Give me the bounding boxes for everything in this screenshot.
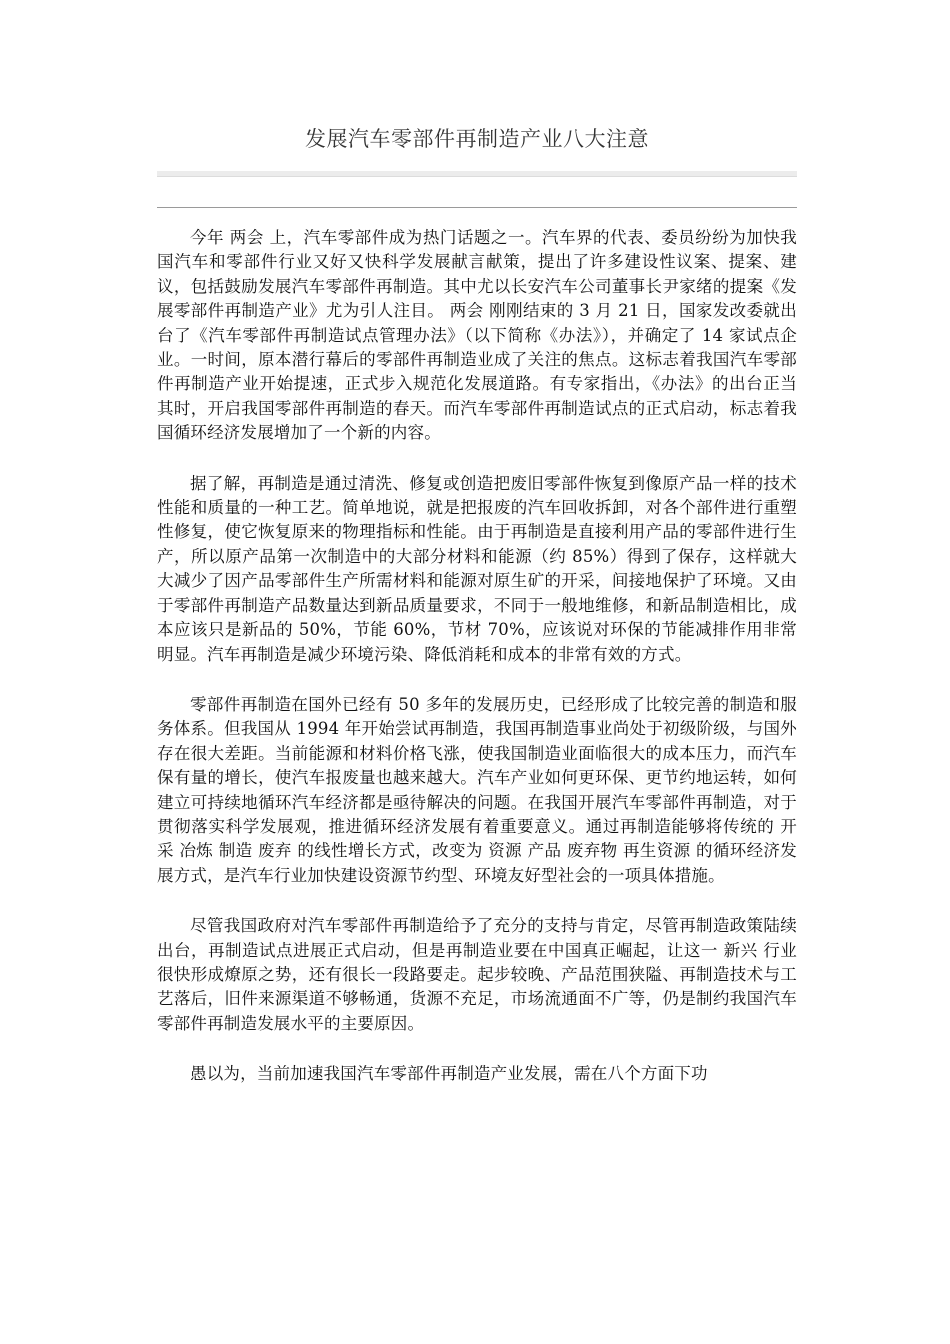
paragraph: 零部件再制造在国外已经有 50 多年的发展历史，已经形成了比较完善的制造和服务体系。但我国从 1994 年开始尝试再制造，我国再制造事业尚处于初级阶级，与国外存在很大差距。当前能源和材料价格飞涨，使我国制造业面临很大的成本压力，而汽车保有量的增长，使汽车报废量也越来越大。汽车产业如何更环保、更节约地运转，如何建立可持续地循环汽车经济都是亟待解决的问题。在我国开展汽车零部件再制造，对于贯彻落实科学发展观，推进循环经济发展有着重要意义。通过再制造能够将传统的 开采 冶炼 制造 废弃 的线性增长方式，改变为 资源 产品 废弃物 再生资源 的循环经济发展方式，是汽车行业加快建设资源节约型、环境友好型社会的一项具体措施。: [157, 694, 797, 885]
paragraph: 据了解，再制造是通过清洗、修复或创造把废旧零部件恢复到像原产品一样的技术性能和质量的一种工艺。简单地说，就是把报废的汽车回收拆卸，对各个部件进行重塑性修复，使它恢复原来的物理指标和性能。由于再制造是直接利用产品的零部件进行生产，所以原产品第一次制造中的大部分材料和能源（约 85%）得到了保存，这样就大大减少了因产品零部件生产所需材料和能源对原生矿的开采，间接地保护了环境。又由于零部件再制造产品数量达到新品质量要求，不同于一般地维修，和新品制造相比，成本应该只是新品的 50%，节能 60%，节材 70%，应该说对环保的节能减排作用非常明显。汽车再制造是减少环境污染、降低消耗和成本的非常有效的方式。: [157, 473, 797, 664]
paragraph: 今年 两会 上，汽车零部件成为热门话题之一。汽车界的代表、委员纷纷为加快我国汽车和零部件行业又好又快科学发展献言献策，提出了许多建设性议案、提案、建议，包括鼓励发展汽车零部件再制造。其中尤以长安汽车公司董事长尹家绪的提案《发展零部件再制造产业》尤为引人注目。 两会 刚刚结束的 3 月 21 日，国家发改委就出台了《汽车零部件再制造试点管理办法》（以下简称《办法》），并确定了 14 家试点企业。一时间，原本潜行幕后的零部件再制造业成了关注的焦点。这标志着我国汽车零部件再制造产业开始提速，正式步入规范化发展道路。有专家指出，《办法》的出台正当其时，开启我国零部件再制造的春天。而汽车零部件再制造试点的正式启动，标志着我国循环经济发展增加了一个新的内容。: [157, 228, 797, 443]
title-divider: [157, 171, 797, 177]
content-divider: [157, 207, 797, 208]
paragraph: 尽管我国政府对汽车零部件再制造给予了充分的支持与肯定，尽管再制造政策陆续出台，再制造试点进展正式启动，但是再制造业要在中国真正崛起，让这一 新兴 行业很快形成燎原之势，还有很长一段路要走。起步较晚、产品范围狭隘、再制造技术与工艺落后，旧件来源渠道不够畅通，货源不充足，市场流通面不广等，仍是制约我国汽车零部件再制造发展水平的主要原因。: [157, 916, 797, 1033]
paragraph: 愚以为，当前加速我国汽车零部件再制造产业发展，需在八个方面下功: [190, 1064, 708, 1084]
document-body: [157, 226, 797, 1113]
document-title: 发展汽车零部件再制造产业八大注意: [305, 127, 649, 151]
